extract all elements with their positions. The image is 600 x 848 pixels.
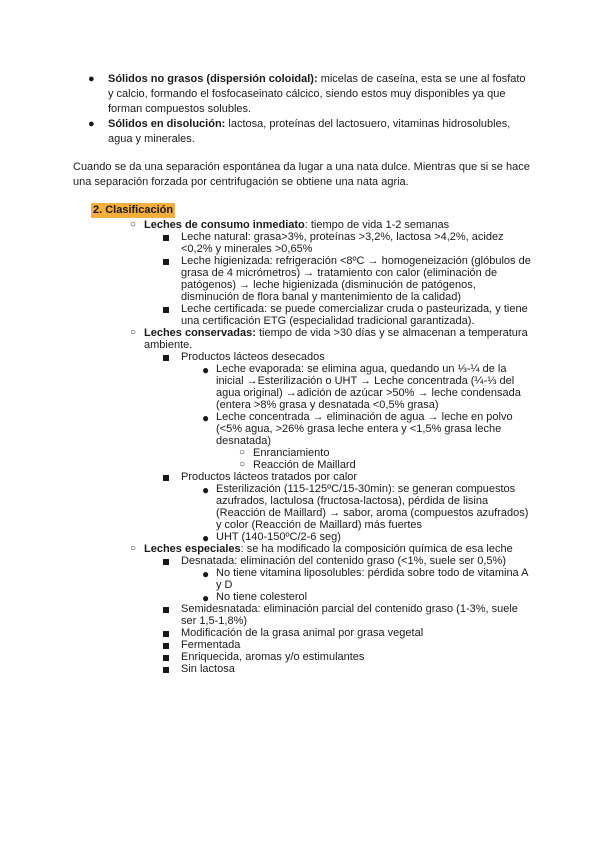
list-item	[181, 639, 533, 651]
square-bullet-icon	[163, 607, 169, 613]
item-text: No tiene colesterol	[216, 591, 308, 603]
list-item	[202, 483, 534, 531]
list-item	[202, 567, 534, 591]
list-item	[181, 603, 533, 627]
top-bullet-list	[0, 72, 528, 147]
item-text: Productos lácteos tratados por calor	[181, 471, 358, 483]
circle-bullet-icon: ○	[239, 447, 246, 458]
bullet-icon: ●	[202, 567, 210, 581]
item-text: Semidesnatada: eliminación parcial del contenido graso (1-3%, suele ser 1,5-1,8%)	[181, 603, 518, 627]
square-bullet-icon	[163, 559, 169, 565]
square-bullet-icon	[163, 643, 169, 649]
list-item	[181, 351, 533, 363]
term-text: : tiempo de vida 1-2 semanas	[304, 219, 450, 231]
bullet-icon: ●	[88, 118, 95, 130]
list-item	[181, 555, 533, 567]
item-text: Leche higienizada: refrigeración <8ºC → homogeneización (glóbulos de grasa de 4 micrómetros) → tratamiento con calor (eliminación de patógenos) → leche higienizada (disminución de patógenos, disminución de flora banal y mantenimiento de la calidad)	[181, 255, 531, 303]
square-bullet-icon	[163, 655, 169, 661]
term-label: Leches de consumo inmediato	[144, 219, 305, 231]
item-text: Leche evaporada: se elimina agua, quedando un ⅓-¼ de la inicial →Esterilización o UHT → Leche concentrada (¼-⅓ del agua original) →adición de azúcar >50% → leche condensada (entera >8% grasa y desnatada <0,5% grasa)	[216, 363, 521, 411]
term-label: Leches especiales	[144, 543, 241, 555]
term-label: Leches conservadas:	[144, 327, 256, 339]
list-item	[88, 72, 528, 117]
item-text: Sin lactosa	[181, 663, 235, 675]
item-text: Productos lácteos desecados	[181, 351, 325, 363]
paragraph: Cuando se da una separación espontánea da lugar a una nata dulce. Mientras que si se hace una separación forzada por centrifugación se obtiene una nata agria.	[73, 161, 530, 188]
section-heading: 2. Clasificación	[93, 204, 174, 216]
term-text: tiempo de vida >30 días y se almacenan a temperatura ambiente.	[144, 327, 528, 351]
square-bullet-icon	[163, 235, 169, 241]
item-text: UHT (140-150ºC/2-6 seg)	[216, 531, 341, 543]
list-item	[181, 627, 533, 639]
item-text: No tiene vitamina liposolubles: pérdida sobre todo de vitamina A y D	[216, 567, 528, 591]
item-text: Leche certificada: se puede comercializar cruda o pasteurizada, y tiene una certificación ETG (especialidad tradicional garantizada).	[181, 303, 528, 327]
circle-bullet-icon: ○	[130, 543, 137, 554]
item-text: Desnatada: eliminación del contenido graso (<1%, suele ser 0,5%)	[181, 555, 506, 567]
item-text: Reacción de Maillard	[253, 459, 356, 471]
item-text: Leche natural: grasa>3%, proteínas >3,2%, lactosa >4,2%, acidez <0,2% y minerales >0,65%	[181, 231, 504, 255]
circle-bullet-icon: ○	[130, 327, 137, 338]
item-text: Enriquecida, aromas y/o estimulantes	[181, 651, 365, 663]
item-text: Leche concentrada → eliminación de agua → leche en polvo (<5% agua, >26% grasa leche entera y <1,5% grasa leche desnatada)	[216, 411, 513, 447]
list-item	[202, 411, 534, 447]
list-item	[130, 543, 534, 555]
list-item	[181, 255, 533, 303]
square-bullet-icon	[163, 631, 169, 637]
list-item	[130, 327, 534, 351]
list-item	[202, 363, 534, 411]
item-text: Modificación de la grasa animal por grasa vegetal	[181, 627, 424, 639]
square-bullet-icon	[163, 259, 169, 265]
item-text: Enranciamiento	[253, 447, 330, 459]
term-text: micelas de caseína, esta se une al fosfato y calcio, formando el fosfocaseinato cálcico, siendo estos muy disponibles ya que forman compuestos solubles.	[108, 73, 526, 115]
list-item	[181, 303, 533, 327]
square-bullet-icon	[163, 355, 169, 361]
square-bullet-icon	[163, 667, 169, 673]
list-item	[202, 591, 534, 605]
list-item	[202, 531, 534, 545]
list-item	[130, 219, 534, 231]
list-item	[239, 459, 533, 471]
bullet-icon: ●	[202, 411, 210, 425]
list-item	[239, 447, 533, 459]
term-text: : se ha modificado la composición química de esa leche	[240, 543, 513, 555]
list-item	[181, 663, 533, 675]
list-item	[181, 651, 533, 663]
item-text: Esterilización (115-125ºC/15-30min): se generan compuestos azufrados, lactulosa (fructosa-lactosa), pérdida de lisina (Reacción de Maillard) → sabor, aroma (compuestos azufrados) y color (Reacción de Maillard) más fuertes	[216, 483, 529, 531]
bullet-icon: ●	[202, 363, 210, 377]
term-text: lactosa, proteínas del lactosuero, vitaminas hidrosolubles, agua y minerales.	[108, 118, 511, 145]
bullet-icon: ●	[202, 483, 210, 497]
list-item	[181, 231, 533, 255]
classification-list	[0, 219, 600, 675]
item-text: Fermentada	[181, 639, 241, 651]
bullet-icon: ●	[88, 73, 95, 85]
circle-bullet-icon: ○	[130, 219, 137, 230]
square-bullet-icon	[163, 475, 169, 481]
term-label: Sólidos no grasos (dispersión coloidal):	[108, 73, 318, 85]
bullet-icon: ●	[202, 591, 210, 605]
list-item	[181, 471, 533, 483]
bullet-icon: ●	[202, 531, 210, 545]
list-item	[88, 117, 528, 147]
term-label: Sólidos en disolución:	[108, 118, 226, 130]
circle-bullet-icon: ○	[239, 459, 246, 470]
square-bullet-icon	[163, 307, 169, 313]
